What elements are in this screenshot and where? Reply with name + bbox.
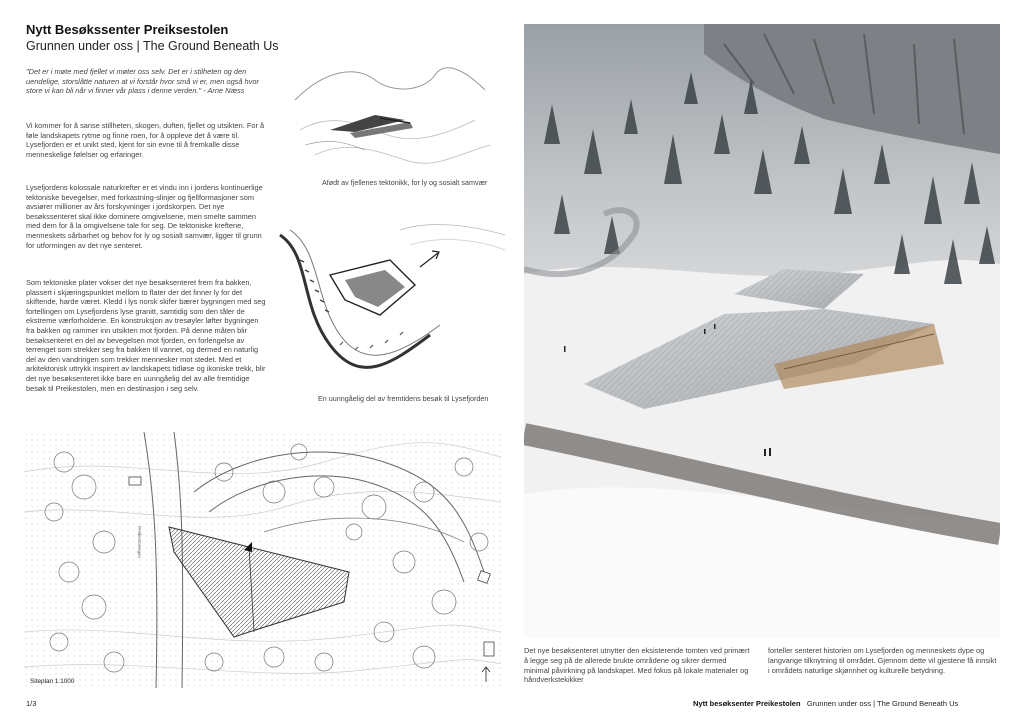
sketch1-caption: Afødt av fjellenes tektonikk, for ly og sosialt samvær xyxy=(322,178,488,187)
footer-tagline: Grunnen under oss | The Ground Beneath Us xyxy=(806,699,959,708)
visitor-center-rendering xyxy=(524,24,1000,638)
site-concept-sketch xyxy=(270,215,510,385)
arne-naess-quote: "Det er i møte med fjellet vi møter oss selv. Det er i stilheten og den uendelige, storslåtte naturen at vi forstår hvor små vi er, men også hvor store vi kan bli når vi finner vår plass i denne verden." - Arne Næss xyxy=(26,67,259,96)
page-number: 1/3 xyxy=(26,699,37,708)
intro-paragraph: Vi kommer for å sanse stillheten, skogen, duften, fjellet og utsikten. For å føle landskapets rytme og finne roen, for å oppleve det å være til. Lysefjorden er et unikt sted, kjent for sin evne til å fremkalle disse menneskelige følelser og erfaringer. xyxy=(26,121,265,159)
road-label: Preikestolvegen xyxy=(137,526,142,559)
bottom-text-left: Det nye besøksenteret utnytter den eksisterende tomten ved primært å legge seg på de allerede brukte områdene og sikrer dermed minimal påvirkning på landskapet. Med fokus på lokale materialer og håndverkstekikker xyxy=(524,646,750,685)
page-subtitle: Grunnen under oss | The Ground Beneath Us xyxy=(26,39,279,53)
bottom-text-right: forteller senteret historien om Lysefjorden og menneskets dype og langvarige tilknytning til området. Gjennom dette vil gjestene få innsikt i områdets naturlige skjønnhet og kulturelle betydning. xyxy=(768,646,997,675)
site-plan-scale: Siteplan 1:1000 xyxy=(30,678,75,685)
footer-project xyxy=(693,699,958,708)
footer-project-name: Nytt besøksenter Preikestolen xyxy=(693,699,801,708)
sketch2-caption: En uunngåelig del av fremtidens besøk til Lysefjorden xyxy=(318,394,489,403)
site-plan-drawing xyxy=(24,432,501,688)
page-title: Nytt Besøkssenter Preiksestolen xyxy=(26,22,229,37)
tectonics-paragraph: Lysefjordens kolossale naturkrefter er et vindu inn i jordens kontinuerlige tektoniske bevegelser, med forkastning-slinjer og fjellformasjoner som avsiører millioner av års forskyvninger i jordskorpen. Det nye besøkssenteret skal ikke dominere omgivelsene, men smelte sammen med dem for å la omgivelsene tale for seg. De tektoniske kreftene, menneskets sårbarhet og behov for ly og sosialt samvær, ligger til grunn for utformingen av det nye senteret. xyxy=(26,183,263,250)
tectonic-concept-sketch xyxy=(285,60,505,175)
building-paragraph: Som tektoniske plater vokser det nye besøksenteret frem fra bakken, plassert i skjæringspunktet mellom to flater der det finner ly for det skiftende, harde været. Kledd i lys norsk skifer bærer bygningen med seg fortellingen om Lysefjordens lyse granitt, samtidig som den tåler de ekstreme værforholdene. En konstruksjon av tresøyler løfter bygningen fra bakken og rammer inn utsikten mot fjorden. På denne måten blir besøksenteret en del av bevegelsen mot fjorden, en forlengelse av terrenget som strekker seg fra bakken til vannet, og dermed en naturlig del av den vandringen som trekker mennesker mot stedet. Med et arkitektonisk uttrykk inspirert av landskapets tidløse og ikoniske trekk, blir det nye besøksenteret ikke bare en uunngåelig del av alle fremtidige besøk til Preikestolen, men en destinasjon i seg selv. xyxy=(26,278,266,393)
